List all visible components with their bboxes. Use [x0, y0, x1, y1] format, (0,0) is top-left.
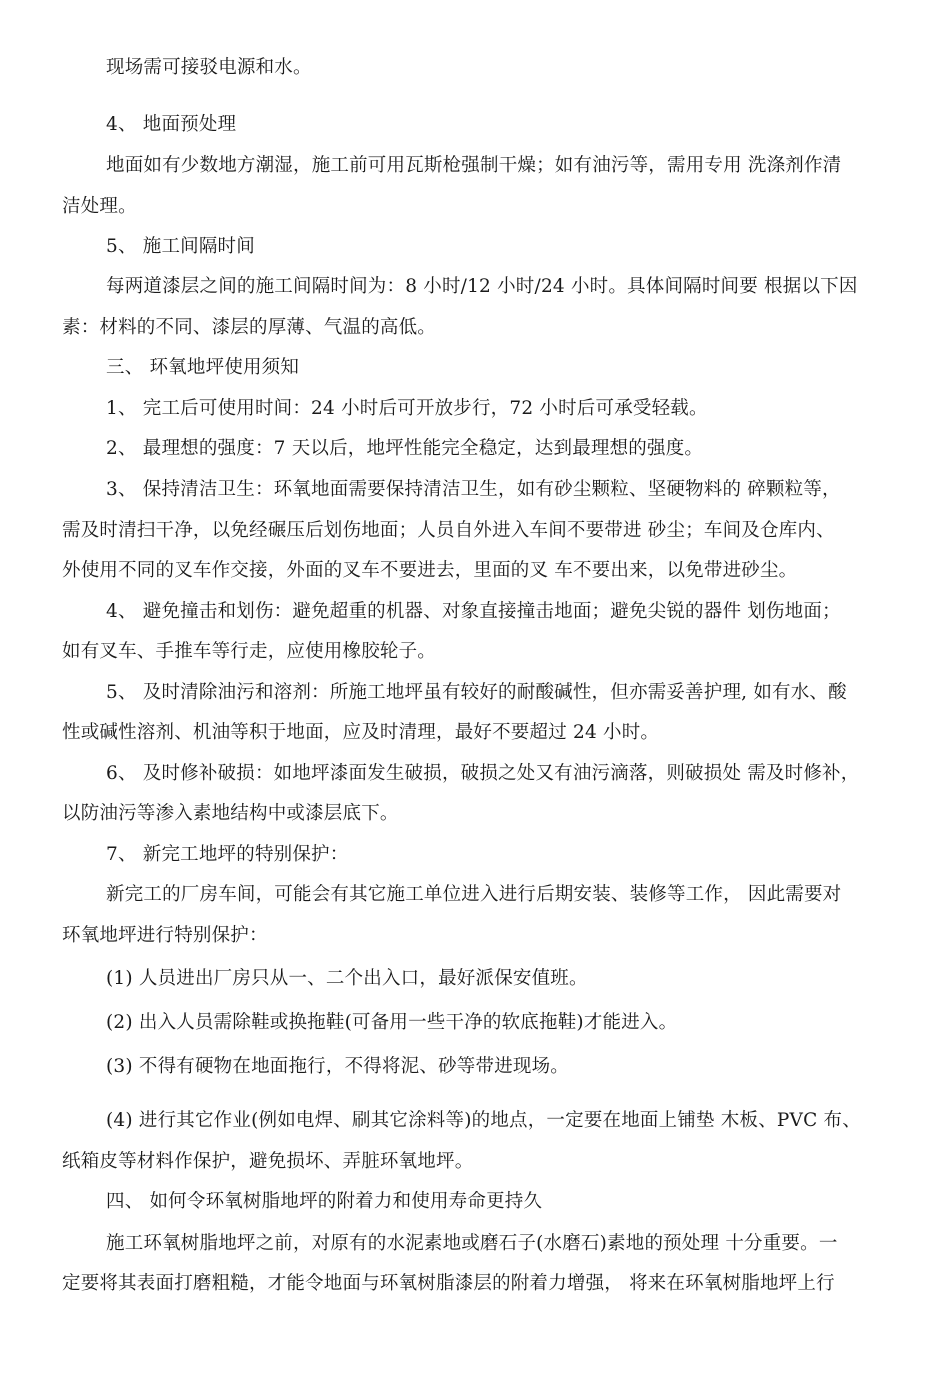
text-line: 以防油污等渗入素地结构中或漆层底下。 — [62, 803, 399, 824]
text-line: 素：材料的不同、漆层的厚薄、气温的高低。 — [62, 317, 437, 338]
text-line: 外使用不同的叉车作交接，外面的叉车不要进去，里面的叉 车不要出来，以免带进砂尘。 — [62, 560, 798, 581]
text-line: 每两道漆层之间的施工间隔时间为：8 小时/12 小时/24 小时。具体间隔时间要 根据以下因 — [106, 276, 858, 297]
text-line: 施工环氧树脂地坪之前，对原有的水泥素地或磨石子(水磨石)素地的预处理 十分重要。一 — [106, 1233, 838, 1254]
text-line: 4、 避免撞击和划伤：避免超重的机器、对象直接撞击地面；避免尖锐的器件 划伤地面； — [106, 601, 841, 622]
text-line: 需及时清扫干净，以免经碾压后划伤地面；人员自外进入车间不要带进 砂尘；车间及仓库内、 — [62, 520, 835, 541]
text-line: 纸箱皮等材料作保护，避免损坏、弄脏环氧地坪。 — [62, 1151, 474, 1172]
list-item: (1) 人员进出厂房只从一、二个出入口，最好派保安值班。 — [106, 968, 588, 989]
text-line: 性或碱性溶剂、机油等积于地面，应及时清理，最好不要超过 24 小时。 — [62, 722, 660, 743]
section-heading: 4、 地面预处理 — [106, 114, 237, 135]
list-item: (3) 不得有硬物在地面拖行，不得将泥、砂等带进现场。 — [106, 1056, 569, 1077]
text-line: 定要将其表面打磨粗糙，才能令地面与环氧树脂漆层的附着力增强， 将来在环氧树脂地坪上行 — [62, 1273, 835, 1294]
text-line: 如有叉车、手推车等行走，应使用橡胶轮子。 — [62, 641, 437, 662]
text-line: 新完工的厂房车间，可能会有其它施工单位进入进行后期安装、装修等工作， 因此需要对 — [106, 884, 842, 905]
section-heading: 四、 如何令环氧树脂地坪的附着力和使用寿命更持久 — [106, 1191, 543, 1212]
list-item: (2) 出入人员需除鞋或换拖鞋(可备用一些干净的软底拖鞋)才能进入。 — [106, 1012, 678, 1033]
text-line: 现场需可接驳电源和水。 — [106, 57, 312, 78]
text-line: 洁处理。 — [62, 196, 137, 217]
text-line: 6、 及时修补破损：如地坪漆面发生破损，破损之处又有油污滴落，则破损处 需及时修补， — [106, 763, 860, 784]
text-line: 7、 新完工地坪的特别保护： — [106, 844, 349, 865]
list-item: (4) 进行其它作业(例如电焊、刷其它涂料等)的地点，一定要在地面上铺垫 木板、PVC 布、 — [106, 1110, 861, 1131]
section-heading: 5、 施工间隔时间 — [106, 236, 255, 257]
text-line: 1、 完工后可使用时间：24 小时后可开放步行，72 小时后可承受轻载。 — [106, 398, 708, 419]
text-line: 3、 保持清洁卫生：环氧地面需要保持清洁卫生，如有砂尘颗粒、坚硬物料的 碎颗粒等， — [106, 479, 841, 500]
text-line: 2、 最理想的强度：7 天以后，地坪性能完全稳定，达到最理想的强度。 — [106, 438, 704, 459]
section-heading: 三、 环氧地坪使用须知 — [106, 357, 300, 378]
text-line: 环氧地坪进行特别保护： — [62, 925, 268, 946]
text-line: 地面如有少数地方潮湿，施工前可用瓦斯枪强制干燥；如有油污等，需用专用 洗涤剂作清 — [106, 155, 842, 176]
text-line: 5、 及时清除油污和溶剂：所施工地坪虽有较好的耐酸碱性，但亦需妥善护理, 如有水、酸 — [106, 682, 847, 703]
